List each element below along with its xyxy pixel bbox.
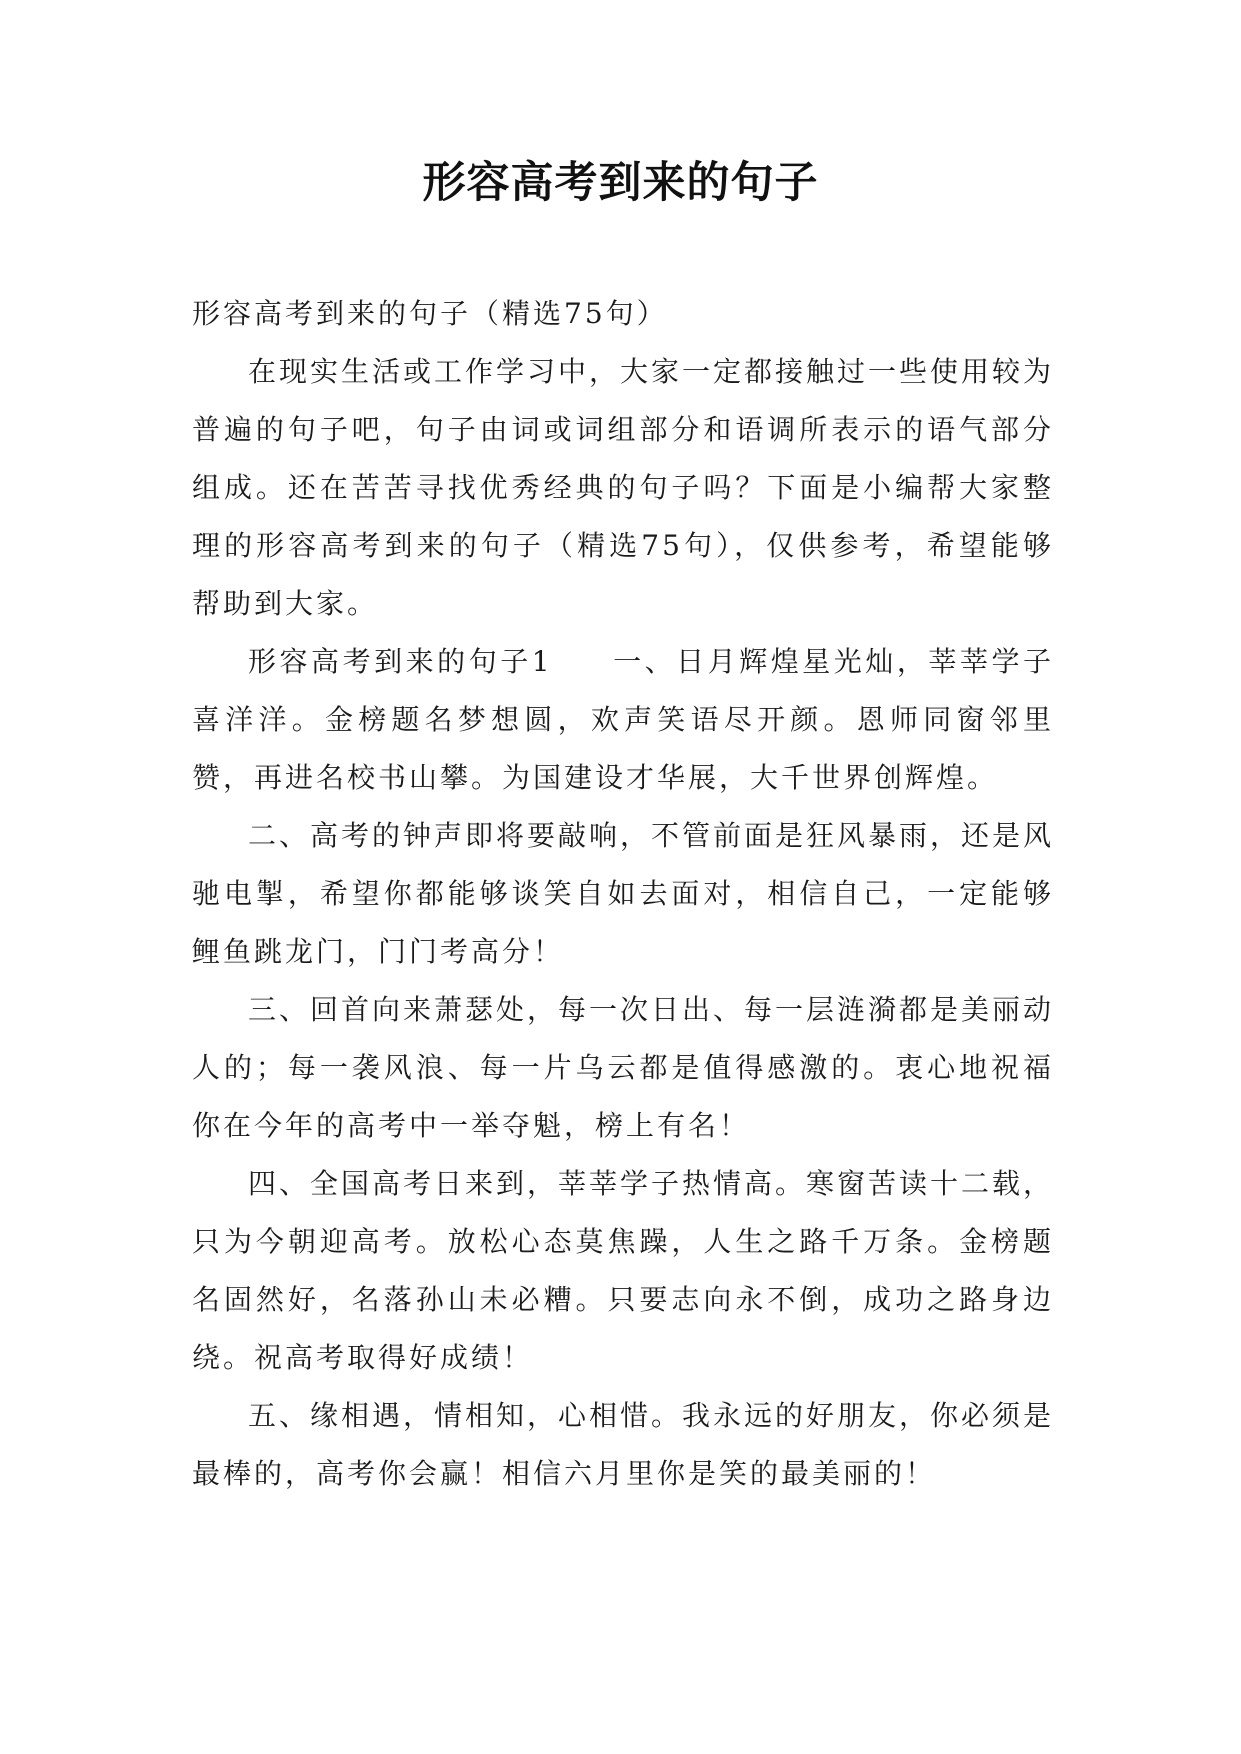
section-heading: 形容高考到来的句子1	[248, 645, 553, 678]
intro-paragraph: 在现实生活或工作学习中，大家一定都接触过一些使用较为普遍的句子吧，句子由词或词组部分和语调所表示的语气部分组成。还在苦苦寻找优秀经典的句子吗？下面是小编帮大家整理的形容高考到来的句子（精选75句），仅供参考，希望能够帮助到大家。	[192, 355, 1055, 620]
section-1-paragraph	[192, 633, 1054, 807]
document-subtitle: 形容高考到来的句子（精选75句）	[192, 297, 668, 330]
sentence-paragraph: 一、日月辉煌星光灿，莘莘学子喜洋洋。金榜题名梦想圆，欢声笑语尽开颜。恩师同窗邻里赞，再进名校书山攀。为国建设才华展，大千世界创辉煌。	[192, 645, 1054, 794]
sentence-paragraph: 三、回首向来萧瑟处，每一次日出、每一层涟漪都是美丽动人的；每一袭风浪、每一片乌云都是值得感激的。衷心地祝福你在今年的高考中一举夺魁，榜上有名！	[192, 993, 1055, 1142]
sentence-paragraph: 四、全国高考日来到，莘莘学子热情高。寒窗苦读十二载，只为今朝迎高考。放松心态莫焦躁，人生之路千万条。金榜题名固然好，名落孙山未必糟。只要志向永不倒，成功之路身边绕。祝高考取得好成绩！	[192, 1167, 1055, 1374]
page-title: 形容高考到来的句子	[422, 158, 819, 208]
document-body	[192, 285, 1054, 1503]
sentence-paragraph: 五、缘相遇，情相知，心相惜。我永远的好朋友，你必须是最棒的，高考你会赢！相信六月里你是笑的最美丽的！	[192, 1399, 1055, 1490]
sentence-paragraph: 二、高考的钟声即将要敲响，不管前面是狂风暴雨，还是风驰电掣，希望你都能够谈笑自如去面对，相信自己，一定能够鲤鱼跳龙门，门门考高分！	[192, 819, 1055, 968]
